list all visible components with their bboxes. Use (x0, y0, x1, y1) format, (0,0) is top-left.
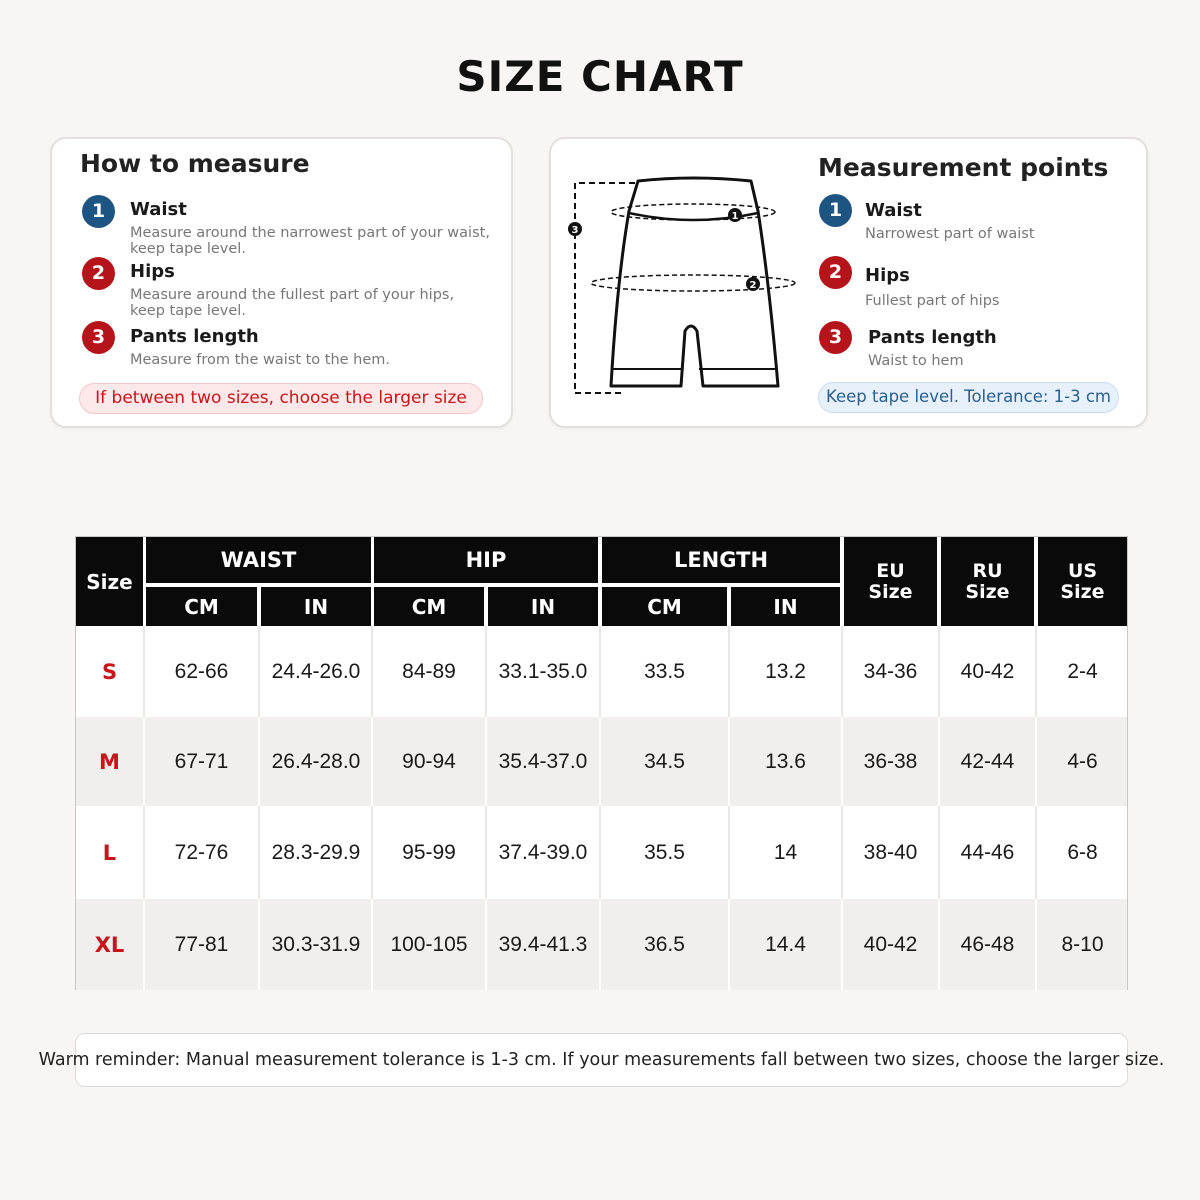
measurement-points-card (549, 137, 1148, 428)
waist-in-cell: 24.4-26.0 (271, 659, 361, 683)
hip-cm-cell: 90-94 (402, 749, 456, 773)
table-row (76, 717, 1127, 806)
table-row (76, 806, 1127, 899)
eu-size-cell: 38-40 (863, 840, 918, 864)
step-3-badge: 3 (82, 321, 115, 354)
us-size-cell: 8-10 (1061, 932, 1104, 956)
step-2-badge: 2 (82, 257, 115, 290)
length-in-cell: 14 (773, 840, 798, 864)
point-length-title: Pants length (868, 327, 997, 348)
column-divider (841, 626, 843, 717)
column-divider (143, 806, 145, 899)
column-divider (143, 717, 145, 806)
eu-size-header (844, 537, 937, 626)
column-divider (728, 899, 730, 990)
length-cm-cell: 36.5 (644, 932, 685, 956)
column-divider (938, 806, 940, 899)
column-divider (1035, 717, 1037, 806)
warm-reminder: Warm reminder: Manual measurement tolerance is 1-3 cm. If your measurements fall between two sizes, choose the larger size. (75, 1033, 1128, 1087)
column-divider (599, 717, 601, 806)
size-table (75, 536, 1128, 990)
waist-in-cell: 28.3-29.9 (271, 840, 361, 864)
column-divider (258, 626, 260, 717)
waist-cm-cell: 62-66 (174, 659, 229, 683)
column-divider (599, 626, 601, 717)
ru-size-cell: 46-48 (960, 932, 1015, 956)
point-1-badge: 1 (819, 194, 852, 227)
hip-group-header: HIP (374, 537, 598, 583)
step-1-badge: 1 (82, 195, 115, 228)
length-group-header: LENGTH (602, 537, 840, 583)
hip-cm-header: CM (374, 587, 484, 626)
how-to-measure-heading: How to measure (80, 149, 310, 178)
waist-cm-cell: 72-76 (174, 840, 229, 864)
us-size-cell: 6-8 (1067, 840, 1098, 864)
step-waist-desc: Measure around the narrowest part of your waist, keep tape level. (130, 225, 490, 257)
size-label-cell: M (99, 749, 120, 774)
us-header-line-1: US (1067, 559, 1098, 582)
marker-1-label: 1 (731, 211, 739, 222)
column-divider (371, 717, 373, 806)
ru-size-cell: 40-42 (960, 659, 1015, 683)
ru-header-line-1: RU (972, 559, 1003, 582)
table-row (76, 899, 1127, 990)
hip-cm-cell: 100-105 (390, 932, 468, 956)
hip-in-cell: 39.4-41.3 (498, 932, 588, 956)
ru-size-cell: 44-46 (960, 840, 1015, 864)
us-header-line-2: Size (1060, 580, 1105, 603)
tolerance-note: Keep tape level. Tolerance: 1-3 cm (818, 382, 1119, 413)
column-divider (371, 806, 373, 899)
column-divider (599, 899, 601, 990)
marker-2-label: 2 (749, 280, 757, 291)
column-divider (1035, 899, 1037, 990)
eu-header-line-2: Size (868, 580, 913, 603)
column-divider (938, 899, 940, 990)
point-hips-title: Hips (865, 265, 910, 286)
ru-header-line-2: Size (965, 580, 1010, 603)
page-title: SIZE CHART (456, 52, 744, 101)
waist-cm-cell: 77-81 (174, 932, 229, 956)
column-divider (841, 899, 843, 990)
column-divider (728, 626, 730, 717)
column-divider (599, 806, 601, 899)
waist-cm-header: CM (146, 587, 257, 626)
ru-size-cell: 42-44 (960, 749, 1015, 773)
size-label-cell: S (101, 659, 118, 684)
us-size-header (1038, 537, 1127, 626)
point-2-badge: 2 (819, 256, 852, 289)
column-divider (258, 899, 260, 990)
us-size-cell: 2-4 (1067, 659, 1098, 683)
eu-size-cell: 34-36 (863, 659, 918, 683)
waist-in-cell: 26.4-28.0 (271, 749, 361, 773)
size-column-header: Size (76, 537, 143, 626)
column-divider (143, 899, 145, 990)
column-divider (841, 806, 843, 899)
column-divider (485, 717, 487, 806)
point-waist-title: Waist (865, 200, 922, 221)
eu-size-cell: 36-38 (863, 749, 918, 773)
point-hips-desc: Fullest part of hips (865, 293, 1000, 309)
waist-in-cell: 30.3-31.9 (271, 932, 361, 956)
column-divider (728, 806, 730, 899)
column-divider (258, 717, 260, 806)
table-row (76, 626, 1127, 717)
hip-in-cell: 37.4-39.0 (498, 840, 588, 864)
column-divider (371, 899, 373, 990)
eu-header-line-1: EU (876, 559, 905, 582)
shorts-diagram (563, 171, 803, 406)
step-waist-title: Waist (130, 199, 187, 220)
hip-cm-cell: 84-89 (402, 659, 456, 683)
waist-group-header: WAIST (146, 537, 371, 583)
column-divider (485, 626, 487, 717)
hip-in-cell: 33.1-35.0 (498, 659, 588, 683)
waist-in-header: IN (261, 587, 371, 626)
column-divider (485, 899, 487, 990)
step-hips-title: Hips (130, 261, 175, 282)
length-cm-header: CM (602, 587, 727, 626)
column-divider (1035, 806, 1037, 899)
marker-3-label: 3 (571, 225, 579, 236)
length-cm-cell: 34.5 (644, 749, 685, 773)
hip-in-header: IN (488, 587, 598, 626)
step-hips-desc: Measure around the fullest part of your hips, keep tape level. (130, 287, 455, 319)
column-divider (258, 806, 260, 899)
larger-size-note: If between two sizes, choose the larger size (79, 383, 483, 414)
point-waist-desc: Narrowest part of waist (865, 226, 1035, 242)
point-length-desc: Waist to hem (868, 353, 964, 369)
length-in-cell: 13.2 (765, 659, 806, 683)
length-in-cell: 14.4 (765, 932, 806, 956)
column-divider (1035, 626, 1037, 717)
step-length-title: Pants length (130, 326, 259, 347)
column-divider (938, 626, 940, 717)
column-divider (485, 806, 487, 899)
measurement-points-heading: Measurement points (818, 153, 1109, 182)
hip-in-cell: 35.4-37.0 (498, 749, 588, 773)
length-in-header: IN (731, 587, 840, 626)
column-divider (371, 626, 373, 717)
hip-cm-cell: 95-99 (402, 840, 456, 864)
length-in-cell: 13.6 (765, 749, 806, 773)
step-length-desc: Measure from the waist to the hem. (130, 352, 391, 368)
column-divider (143, 626, 145, 717)
us-size-cell: 4-6 (1067, 749, 1098, 773)
eu-size-cell: 40-42 (863, 932, 918, 956)
ru-size-header (941, 537, 1034, 626)
waist-cm-cell: 67-71 (174, 749, 229, 773)
length-cm-cell: 33.5 (644, 659, 685, 683)
how-to-measure-card (50, 137, 513, 428)
column-divider (728, 717, 730, 806)
size-label-cell: XL (94, 932, 125, 957)
column-divider (841, 717, 843, 806)
point-3-badge: 3 (819, 321, 852, 354)
length-cm-cell: 35.5 (644, 840, 685, 864)
size-label-cell: L (102, 840, 117, 865)
column-divider (938, 717, 940, 806)
